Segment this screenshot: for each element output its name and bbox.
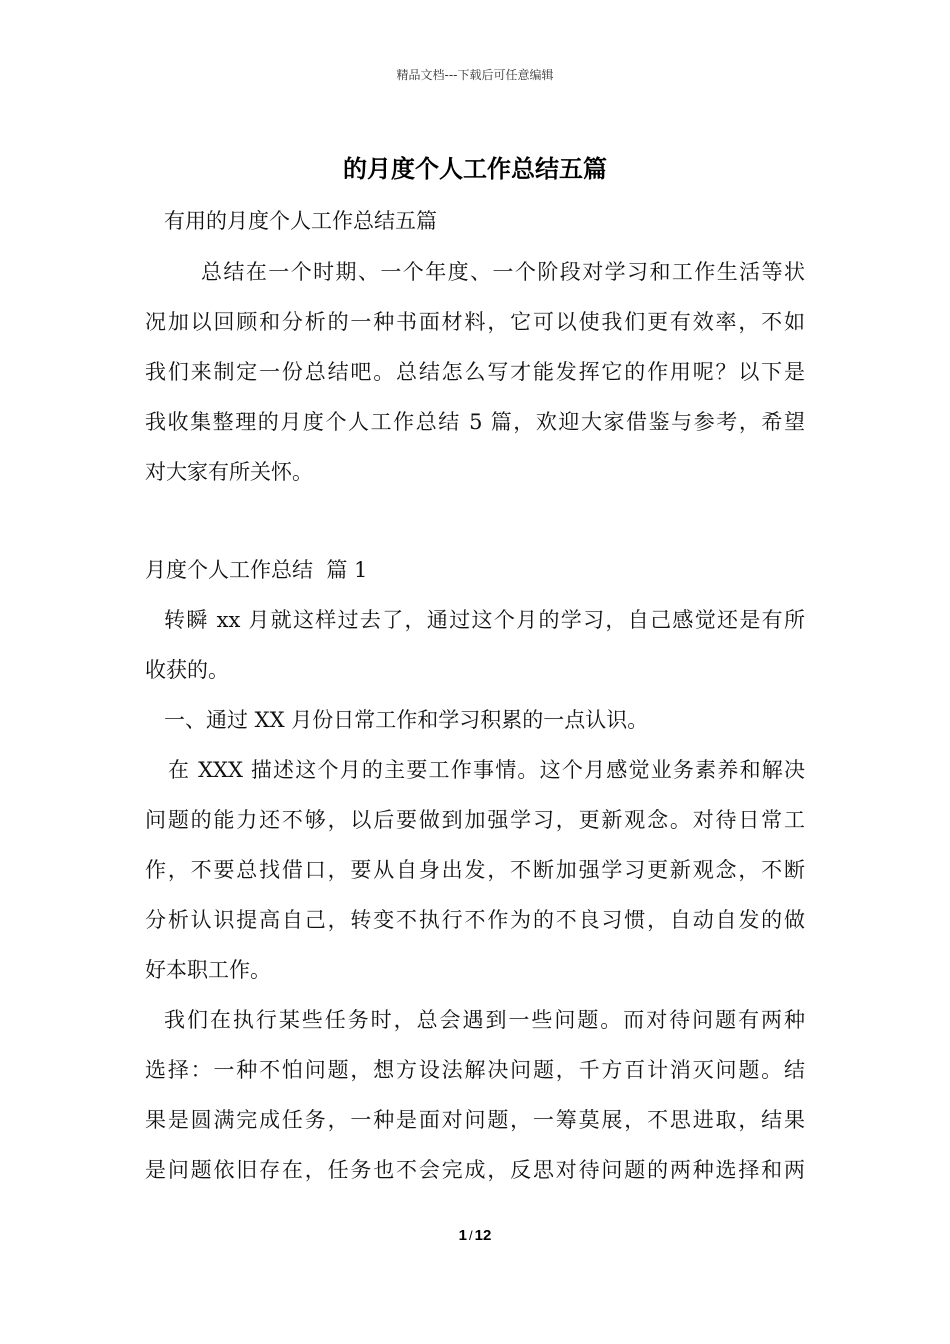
paragraph-line: 在 XXX 描述这个月的主要工作事情。这个月感觉业务素养和解决 (168, 758, 805, 782)
page-number (0, 1226, 950, 1246)
subsection-heading: 一、通过 XX 月份日常工作和学习积累的一点认识。 (164, 708, 649, 732)
paragraph-line: 是问题依旧存在，任务也不会完成，反思对待问题的两种选择和两 (145, 1158, 805, 1182)
paragraph-line: 选择：一种不怕问题，想方设法解决问题，千方百计消灭问题。结 (145, 1058, 805, 1082)
paragraph-line: 问题的能力还不够，以后要做到加强学习，更新观念。对待日常工 (145, 808, 805, 832)
total-pages: 12 (474, 1227, 492, 1244)
paragraph-line: 对大家有所关怀。 (145, 460, 313, 484)
document-title: 的月度个人工作总结五篇 (343, 154, 607, 183)
paragraph-line: 况加以回顾和分析的一种书面材料，它可以使我们更有效率，不如 (145, 310, 805, 334)
header-note: 精品文档---下载后可任意编辑 (396, 68, 554, 82)
subtitle-line: 有用的月度个人工作总结五篇 (164, 209, 437, 233)
section-heading: 月度个人工作总结 篇 1 (145, 558, 368, 582)
paragraph-line: 分析认识提高自己，转变不执行不作为的不良习惯，自动自发的做 (145, 908, 805, 932)
paragraph-line: 总结在一个时期、一个年度、一个阶段对学习和工作生活等状 (201, 260, 805, 284)
paragraph-line: 转瞬 xx 月就这样过去了，通过这个月的学习，自己感觉还是有所 (164, 608, 805, 632)
current-page: 1 (458, 1227, 468, 1244)
paragraph-line: 我收集整理的月度个人工作总结 5 篇，欢迎大家借鉴与参考，希望 (145, 410, 805, 434)
paragraph-line: 作，不要总找借口，要从自身出发，不断加强学习更新观念，不断 (145, 858, 805, 882)
paragraph-line: 收获的。 (145, 658, 229, 682)
paragraph-line: 好本职工作。 (145, 958, 271, 982)
page-separator: / (469, 1228, 473, 1243)
paragraph-line: 我们来制定一份总结吧。总结怎么写才能发挥它的作用呢？以下是 (145, 360, 805, 384)
paragraph-line: 我们在执行某些任务时，总会遇到一些问题。而对待问题有两种 (164, 1008, 805, 1032)
paragraph-line: 果是圆满完成任务，一种是面对问题，一筹莫展，不思进取，结果 (145, 1108, 805, 1132)
